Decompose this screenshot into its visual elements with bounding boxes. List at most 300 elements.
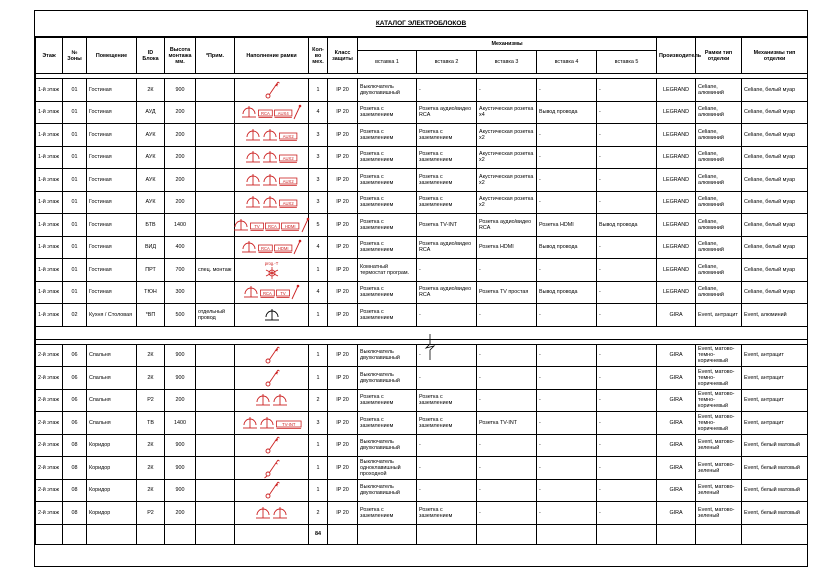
cell-floor: 1-й этаж — [36, 304, 63, 327]
switch-icon — [264, 80, 280, 100]
connector-icon — [279, 128, 297, 142]
cell-note — [196, 281, 235, 304]
cell-zone: 06 — [63, 367, 87, 390]
cell-room: Гостиная — [87, 169, 137, 192]
cell-zone: 02 — [63, 304, 87, 327]
cell-mech-count: 3 — [309, 191, 328, 214]
icon-caption: prog.-T — [264, 260, 279, 266]
header-block-id: ID Блока — [137, 38, 165, 74]
cell-zone: 06 — [63, 344, 87, 367]
svg-text:HDMI: HDMI — [285, 223, 296, 229]
cell-insert-3: - — [477, 259, 537, 282]
cell-note — [196, 412, 235, 435]
cell-floor: 1-й этаж — [36, 146, 63, 169]
cell-insert-5: - — [597, 191, 657, 214]
cell-insert-4: - — [537, 457, 597, 480]
cell-block-id: 2К — [137, 479, 165, 502]
cell-insert-2: Розетка аудио/видео RCA — [417, 101, 477, 124]
cell-insert-2: - — [417, 367, 477, 390]
cell-insert-2: Розетка с заземлением — [417, 124, 477, 147]
cell-mount-height: 1400 — [165, 412, 196, 435]
cell-mech-count: 1 — [309, 344, 328, 367]
cell-note — [196, 124, 235, 147]
cell-mech-finish: Celiane, белый муар — [742, 214, 808, 237]
header-mechanisms: Механизмы — [358, 38, 657, 51]
header-protection: Класс защиты — [328, 38, 358, 74]
cell-note — [196, 344, 235, 367]
cell-insert-1: Розетка с заземлением — [358, 304, 417, 327]
cell-mech-count: 4 — [309, 236, 328, 259]
cell-mount-height: 200 — [165, 191, 196, 214]
connector-icon — [279, 173, 297, 187]
cell-block-id: АУК — [137, 191, 165, 214]
cell-note — [196, 389, 235, 412]
cell-room: Коридор — [87, 502, 137, 525]
cell-insert-3: Акустическая розетка x2 — [477, 146, 537, 169]
cell-mech-count: 2 — [309, 502, 328, 525]
cell-protection: IP 20 — [328, 124, 358, 147]
cell-protection: IP 20 — [328, 434, 358, 457]
cell-mech-count: 3 — [309, 412, 328, 435]
cell-frame-fill — [235, 344, 309, 367]
cell-frame-finish: Celiane, алюминий — [696, 169, 742, 192]
cell-mount-height: 700 — [165, 259, 196, 282]
cell-floor: 1-й этаж — [36, 259, 63, 282]
cell-insert-4: Вывод провода — [537, 236, 597, 259]
cell-insert-4: - — [537, 412, 597, 435]
svg-text:HDMI: HDMI — [277, 246, 289, 252]
cell-room: Гостиная — [87, 259, 137, 282]
cell-floor: 2-й этаж — [36, 344, 63, 367]
cell-insert-1: Выключатель двухклавишный — [358, 367, 417, 390]
header-room: Помещение — [87, 38, 137, 74]
cell-insert-5: - — [597, 124, 657, 147]
table-row — [36, 344, 808, 367]
cell-mech-count: 2 — [309, 389, 328, 412]
cell-insert-2: - — [417, 79, 477, 102]
cell-room: Коридор — [87, 434, 137, 457]
cell-floor: 2-й этаж — [36, 457, 63, 480]
cell-mech-finish: Celiane, белый муар — [742, 191, 808, 214]
cell-mount-height: 900 — [165, 457, 196, 480]
cell-room: Гостиная — [87, 281, 137, 304]
cell-insert-4: - — [537, 479, 597, 502]
cell-block-id: 2К — [137, 434, 165, 457]
socket-icon — [241, 105, 257, 119]
cell-manufacturer: LEGRAND — [657, 281, 696, 304]
cell-mech-finish: Celiane, белый муар — [742, 236, 808, 259]
cell-insert-2: - — [417, 344, 477, 367]
cell-insert-1: Розетка с заземлением — [358, 214, 417, 237]
cell-insert-1: Розетка с заземлением — [358, 412, 417, 435]
cell-room: Спальня — [87, 367, 137, 390]
cell-frame-fill — [235, 304, 309, 327]
socket-icon — [245, 195, 261, 209]
cell-note — [196, 434, 235, 457]
cell-zone: 08 — [63, 457, 87, 480]
cell-frame-finish: Celiane, алюминий — [696, 191, 742, 214]
socket-icon — [272, 393, 288, 407]
cell-manufacturer: LEGRAND — [657, 101, 696, 124]
table-row — [36, 236, 808, 259]
cell-frame-fill — [235, 434, 309, 457]
cell-insert-3: - — [477, 457, 537, 480]
header-zone: № Зоны — [63, 38, 87, 74]
cell-insert-4: - — [537, 502, 597, 525]
cell-mech-count: 3 — [309, 146, 328, 169]
cell-mech-finish: Celiane, белый муар — [742, 169, 808, 192]
cell-zone: 06 — [63, 412, 87, 435]
svg-text:AUX2: AUX2 — [283, 133, 294, 139]
table-row — [36, 146, 808, 169]
switch-icon — [264, 458, 280, 478]
cell-note — [196, 367, 235, 390]
cell-manufacturer: GIRA — [657, 479, 696, 502]
cell-mount-height: 300 — [165, 281, 196, 304]
cell-zone: 06 — [63, 389, 87, 412]
cell-protection: IP 20 — [328, 344, 358, 367]
cell-mech-finish: Celiane, белый муар — [742, 124, 808, 147]
cell-manufacturer: GIRA — [657, 367, 696, 390]
table-footer — [36, 524, 808, 544]
cell-insert-1: Розетка с заземлением — [358, 191, 417, 214]
cell-insert-1: Розетка с заземлением — [358, 101, 417, 124]
cell-frame-fill — [235, 146, 309, 169]
cell-insert-1: Розетка с заземлением — [358, 146, 417, 169]
cell-frame-fill — [235, 502, 309, 525]
connector-icon — [276, 416, 302, 430]
cell-mech-count: 1 — [309, 259, 328, 282]
cell-protection: IP 20 — [328, 259, 358, 282]
cell-insert-5: - — [597, 169, 657, 192]
cell-mech-finish: Celiane, белый муар — [742, 101, 808, 124]
header-mech-count: Кол-во мех. — [309, 38, 328, 74]
cell-mech-finish: Celiane, белый муар — [742, 146, 808, 169]
table-row — [36, 389, 808, 412]
cell-frame-fill — [235, 236, 309, 259]
cell-zone: 08 — [63, 479, 87, 502]
cell-block-id: 2К — [137, 457, 165, 480]
cell-protection: IP 20 — [328, 479, 358, 502]
cell-insert-3: - — [477, 434, 537, 457]
cell-manufacturer: LEGRAND — [657, 259, 696, 282]
switch-icon — [264, 480, 280, 500]
cell-manufacturer: GIRA — [657, 344, 696, 367]
cell-frame-fill — [235, 479, 309, 502]
total-count: 84 — [309, 524, 328, 544]
title-row — [35, 11, 807, 37]
svg-text:AUX2: AUX2 — [283, 156, 294, 162]
cell-insert-4: - — [537, 79, 597, 102]
cell-insert-3: Акустическая розетка x2 — [477, 169, 537, 192]
cell-mount-height: 200 — [165, 389, 196, 412]
cell-floor: 1-й этаж — [36, 169, 63, 192]
cell-insert-2: Розетка с заземлением — [417, 191, 477, 214]
cell-mech-count: 1 — [309, 479, 328, 502]
table-row — [36, 169, 808, 192]
wire-outlet-icon — [291, 284, 300, 300]
cell-mount-height: 200 — [165, 146, 196, 169]
cell-block-id: 2К — [137, 79, 165, 102]
cell-note — [196, 457, 235, 480]
cell-mount-height: 900 — [165, 479, 196, 502]
cell-block-id: АУК — [137, 124, 165, 147]
switch-icon — [264, 435, 280, 455]
cell-insert-5: - — [597, 457, 657, 480]
svg-text:RCA: RCA — [260, 246, 270, 252]
cell-manufacturer: GIRA — [657, 389, 696, 412]
cell-insert-5: - — [597, 304, 657, 327]
svg-text:RCA: RCA — [263, 291, 272, 297]
cell-block-id: АУД — [137, 101, 165, 124]
catalog-table — [35, 37, 808, 545]
cell-floor: 2-й этаж — [36, 412, 63, 435]
cell-zone: 01 — [63, 169, 87, 192]
cell-mech-finish: Celiane, белый муар — [742, 259, 808, 282]
socket-icon — [242, 416, 258, 430]
cell-mech-finish: Event, антрацит — [742, 389, 808, 412]
cell-block-id: 2К — [137, 344, 165, 367]
cell-insert-2: - — [417, 434, 477, 457]
break-mark-icon — [423, 334, 437, 360]
cell-floor: 1-й этаж — [36, 191, 63, 214]
cell-frame-fill — [235, 457, 309, 480]
cell-insert-4: Вывод провода — [537, 281, 597, 304]
cell-note — [196, 479, 235, 502]
cell-insert-4: - — [537, 169, 597, 192]
cell-mount-height: 900 — [165, 344, 196, 367]
cell-insert-2: Розетка TV-INT — [417, 214, 477, 237]
cell-insert-3: Акустическая розетка x2 — [477, 191, 537, 214]
cell-insert-3: - — [477, 79, 537, 102]
cell-frame-fill — [235, 169, 309, 192]
cell-frame-fill — [235, 412, 309, 435]
cell-insert-5: - — [597, 344, 657, 367]
table-row — [36, 191, 808, 214]
svg-text:AUX2: AUX2 — [283, 178, 294, 184]
header-frame-fill: Наполнение рамки — [235, 38, 309, 74]
cell-block-id: АУК — [137, 169, 165, 192]
svg-text:RCA: RCA — [260, 111, 270, 117]
cell-manufacturer: LEGRAND — [657, 79, 696, 102]
cell-mech-count: 4 — [309, 101, 328, 124]
cell-room: Гостиная — [87, 124, 137, 147]
cell-mount-height: 900 — [165, 367, 196, 390]
table-row — [36, 412, 808, 435]
cell-mech-finish: Celiane, белый муар — [742, 79, 808, 102]
svg-text:TV-INT: TV-INT — [281, 421, 296, 427]
cell-room: Гостиная — [87, 79, 137, 102]
connector-icon — [276, 285, 290, 299]
cell-floor: 1-й этаж — [36, 281, 63, 304]
cell-manufacturer: LEGRAND — [657, 169, 696, 192]
svg-text:AUX4: AUX4 — [277, 111, 289, 117]
cell-insert-4: - — [537, 367, 597, 390]
cell-insert-3: - — [477, 502, 537, 525]
socket-icon — [262, 128, 278, 142]
socket-icon — [233, 218, 249, 232]
cell-protection: IP 20 — [328, 146, 358, 169]
cell-insert-1: Комнатный термостат програм. — [358, 259, 417, 282]
cell-insert-5: - — [597, 412, 657, 435]
connector-icon — [279, 195, 297, 209]
cell-zone: 08 — [63, 502, 87, 525]
cell-note — [196, 502, 235, 525]
cell-insert-1: Выключатель двухклавишный — [358, 434, 417, 457]
cell-insert-4: - — [537, 259, 597, 282]
cell-mech-count: 4 — [309, 281, 328, 304]
table-row — [36, 79, 808, 102]
cell-manufacturer: LEGRAND — [657, 146, 696, 169]
header-mount-height: Высота монтажа мм. — [165, 38, 196, 74]
cell-frame-finish: Celiane, алюминий — [696, 146, 742, 169]
cell-insert-2: Розетка с заземлением — [417, 146, 477, 169]
cell-mech-finish: Event, антрацит — [742, 367, 808, 390]
cell-frame-finish: Celiane, алюминий — [696, 236, 742, 259]
header-insert-5: вставка 5 — [597, 51, 657, 74]
cell-insert-2: Розетка с заземлением — [417, 502, 477, 525]
socket-icon — [245, 173, 261, 187]
connector-icon — [274, 240, 292, 254]
cell-frame-fill — [235, 214, 309, 237]
cell-manufacturer: LEGRAND — [657, 191, 696, 214]
socket-icon — [262, 150, 278, 164]
switch-icon — [264, 345, 280, 365]
header-note: *Прим. — [196, 38, 235, 74]
cell-zone: 01 — [63, 236, 87, 259]
cell-protection: IP 20 — [328, 389, 358, 412]
cell-insert-1: Выключатель двухклавишный — [358, 479, 417, 502]
page-title: КАТАЛОГ ЭЛЕКТРОБЛОКОВ — [375, 20, 467, 27]
cell-mech-finish: Event, антрацит — [742, 412, 808, 435]
cell-frame-fill — [235, 124, 309, 147]
cell-mech-count: 3 — [309, 124, 328, 147]
cell-block-id: Р2 — [137, 502, 165, 525]
cell-zone: 01 — [63, 259, 87, 282]
cell-insert-3: Акустическая розетка x4 — [477, 101, 537, 124]
cell-insert-4: - — [537, 389, 597, 412]
cell-protection: IP 20 — [328, 502, 358, 525]
cell-frame-fill — [235, 367, 309, 390]
header-mech-finish: Механизмы тип отделки — [742, 38, 808, 74]
cell-zone: 01 — [63, 101, 87, 124]
cell-manufacturer: LEGRAND — [657, 124, 696, 147]
cell-room: Спальня — [87, 412, 137, 435]
cell-block-id: ТВ — [137, 412, 165, 435]
connector-icon — [260, 285, 275, 299]
header-floor: Этаж — [36, 38, 63, 74]
cell-protection: IP 20 — [328, 101, 358, 124]
socket-icon — [259, 416, 275, 430]
table-row — [36, 367, 808, 390]
cell-protection: IP 20 — [328, 281, 358, 304]
svg-text:TV: TV — [280, 291, 286, 297]
connector-icon — [265, 218, 280, 232]
cell-zone: 01 — [63, 191, 87, 214]
catalog-sheet — [34, 10, 808, 567]
cell-insert-4: Розетка HDMI — [537, 214, 597, 237]
cell-insert-4: - — [537, 191, 597, 214]
cell-note: отдельный провод — [196, 304, 235, 327]
cell-manufacturer: GIRA — [657, 434, 696, 457]
cell-frame-finish: Event, матово-зеленый — [696, 479, 742, 502]
cell-insert-3: - — [477, 367, 537, 390]
cell-mount-height: 900 — [165, 434, 196, 457]
cell-frame-finish: Celiane, алюминий — [696, 79, 742, 102]
connector-icon — [274, 105, 292, 119]
cell-insert-2: - — [417, 479, 477, 502]
cell-insert-5: - — [597, 259, 657, 282]
cell-protection: IP 20 — [328, 236, 358, 259]
cell-floor: 1-й этаж — [36, 214, 63, 237]
cell-insert-2: - — [417, 304, 477, 327]
cell-mech-count: 1 — [309, 434, 328, 457]
table-row — [36, 214, 808, 237]
cell-mount-height: 200 — [165, 502, 196, 525]
cell-manufacturer: LEGRAND — [657, 236, 696, 259]
cell-insert-1: Выключатель двухклавишный — [358, 79, 417, 102]
cell-frame-finish: Event, матово-темно-коричневый — [696, 389, 742, 412]
table-row — [36, 124, 808, 147]
connector-icon — [281, 218, 299, 232]
cell-insert-5: - — [597, 479, 657, 502]
cell-insert-2: Розетка аудио/видео RCA — [417, 281, 477, 304]
connector-icon — [258, 105, 273, 119]
cell-mech-count: 5 — [309, 214, 328, 237]
cell-insert-1: Розетка с заземлением — [358, 502, 417, 525]
cell-zone: 01 — [63, 124, 87, 147]
socket-icon — [243, 285, 259, 299]
socket-icon — [262, 173, 278, 187]
cell-frame-finish: Event, матово-зеленый — [696, 434, 742, 457]
cell-block-id: АУК — [137, 146, 165, 169]
cell-room: Гостиная — [87, 146, 137, 169]
cell-insert-5: - — [597, 236, 657, 259]
floor-separator — [36, 326, 808, 344]
cell-floor: 2-й этаж — [36, 479, 63, 502]
cell-mount-height: 200 — [165, 169, 196, 192]
cell-mech-count: 3 — [309, 169, 328, 192]
svg-text:TV: TV — [254, 223, 261, 229]
socket-icon — [255, 393, 271, 407]
cell-insert-5: - — [597, 502, 657, 525]
table-row — [36, 457, 808, 480]
cell-block-id: ТЮН — [137, 281, 165, 304]
cell-insert-3: - — [477, 389, 537, 412]
cell-insert-1: Выключатель одноклавишный проходной — [358, 457, 417, 480]
cell-insert-4: - — [537, 146, 597, 169]
cell-mech-count: 1 — [309, 304, 328, 327]
cell-manufacturer: GIRA — [657, 304, 696, 327]
cell-insert-5: - — [597, 367, 657, 390]
cell-protection: IP 20 — [328, 304, 358, 327]
socket-icon — [241, 240, 257, 254]
cell-insert-3: Розетка аудио/видео RCA — [477, 214, 537, 237]
header-insert-1: вставка 1 — [358, 51, 417, 74]
cell-note — [196, 236, 235, 259]
cell-insert-5: - — [597, 389, 657, 412]
table-row — [36, 101, 808, 124]
cell-insert-3: Акустическая розетка x2 — [477, 124, 537, 147]
cell-note — [196, 214, 235, 237]
switch-icon — [264, 368, 280, 388]
cell-frame-finish: Celiane, алюминий — [696, 259, 742, 282]
cell-insert-4: - — [537, 124, 597, 147]
cell-zone: 01 — [63, 79, 87, 102]
cell-zone: 01 — [63, 146, 87, 169]
connector-icon — [258, 240, 273, 254]
header-frames: Рамки тип отделки — [696, 38, 742, 74]
